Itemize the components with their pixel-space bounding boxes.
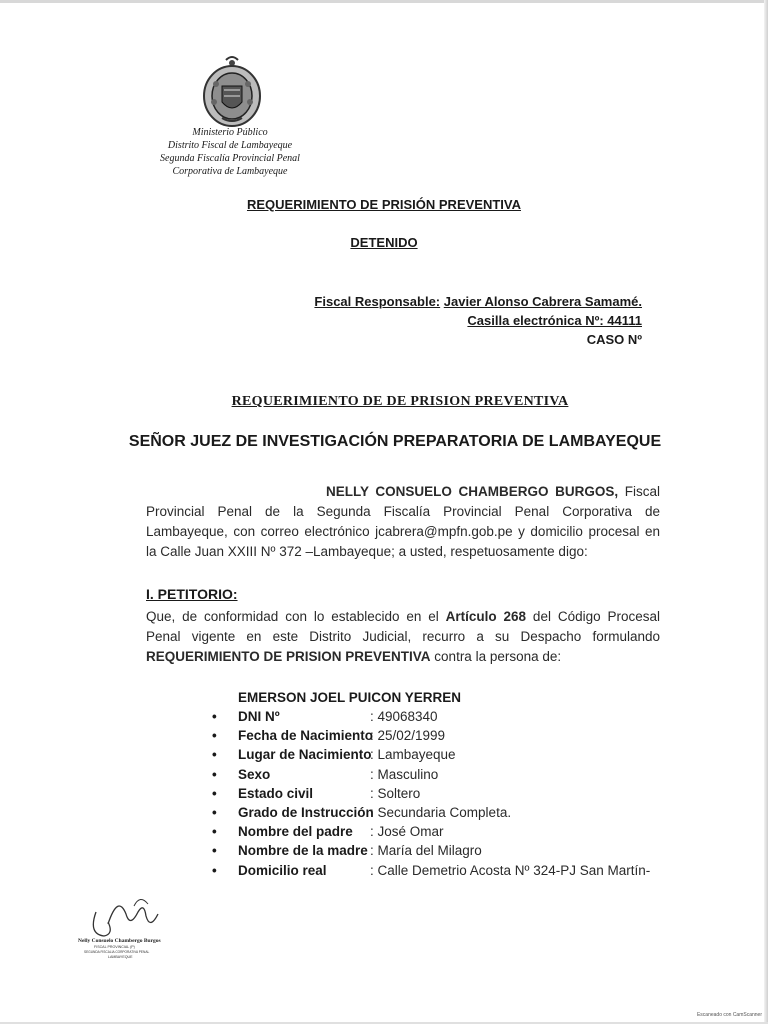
bullet-icon: • xyxy=(212,747,217,763)
office-name: Segunda Fiscalía Provincial Penal xyxy=(160,153,300,164)
signature-stamp xyxy=(78,884,188,974)
petitorio-paragraph xyxy=(146,607,660,667)
scan-edge-right xyxy=(764,0,768,1024)
bullet-icon: • xyxy=(212,824,217,840)
list-item: • DNI Nº : 49068340 xyxy=(212,709,438,724)
requirement-ref: REQUERIMIENTO DE PRISION PREVENTIVA xyxy=(146,649,431,664)
scan-edge-top xyxy=(0,0,768,3)
district-name: Distrito Fiscal de Lambayeque xyxy=(167,140,293,151)
stamp-line-2: SEGUNDA FISCALIA CORPORATIVA PENAL xyxy=(84,950,150,954)
status-title: DETENIDO xyxy=(350,235,418,250)
institution-header xyxy=(130,126,330,178)
main-title: REQUERIMIENTO DE PRISIÓN PREVENTIVA xyxy=(246,197,521,212)
accused-data-list xyxy=(212,709,672,882)
bullet-icon: • xyxy=(212,843,217,859)
petitorio-text-3: contra la persona de: xyxy=(430,649,562,664)
fiscal-label: Fiscal Responsable: xyxy=(314,294,441,309)
bullet-icon: • xyxy=(212,728,217,744)
bullet-icon: • xyxy=(212,804,217,820)
list-item: • Fecha de Nacimiento : 25/02/1999 xyxy=(212,728,446,744)
addressee-title: SEÑOR JUEZ DE INVESTIGACIÓN PREPARATORIA DE LAMBAYEQUE xyxy=(128,433,662,450)
list-item: • Sexo : Masculino xyxy=(212,766,439,782)
coat-of-arms-seal-icon xyxy=(200,54,264,128)
intro-text: Fiscal Provincial Penal de la Segunda Fiscalía Provincial Penal Corporativa de Lambayeque, con correo electrónico jcabrera@mpfn.gob.pe y domicilio procesal en la Calle Juan XXIII Nº 372 –Lambayeque; a usted, respetuosamente digo: xyxy=(146,484,660,559)
petitorio-heading: I. PETITORIO: xyxy=(146,586,238,602)
list-item: • Domicilio real : Calle Demetrio Acosta Nº 324-PJ San Martín- xyxy=(212,862,651,878)
intro-paragraph xyxy=(146,482,660,562)
document-title: REQUERIMIENTO DE DE PRISION PREVENTIVA xyxy=(231,394,569,409)
bullet-icon: • xyxy=(212,862,217,878)
accused-name: EMERSON JOEL PUICON YERREN xyxy=(238,690,462,705)
stamp-line-1: FISCAL PROVINCIAL (P) xyxy=(94,945,135,949)
fiscal-name: Javier Alonso Cabrera Samamé. xyxy=(443,294,642,309)
list-item: • Lugar de Nacimiento : Lambayeque xyxy=(212,747,456,763)
bullet-icon: • xyxy=(212,766,217,782)
article-ref: Artículo 268 xyxy=(445,609,527,624)
bullet-icon: • xyxy=(212,709,217,724)
stamp-line-3: LAMBAYEQUE xyxy=(108,955,133,959)
list-item: • Estado civil : Soltero xyxy=(212,785,421,801)
institution-name: Ministerio Público xyxy=(192,127,268,138)
fiscal-responsible-line xyxy=(314,294,642,309)
caso-label: CASO Nº xyxy=(586,332,642,347)
fiscal-full-name: NELLY CONSUELO CHAMBERGO BURGOS, xyxy=(326,484,619,499)
list-item: • Nombre del padre : José Omar xyxy=(212,824,444,840)
casilla-line xyxy=(467,313,642,328)
scanner-note: Escaneado con CamScanner xyxy=(696,1012,762,1018)
stamp-name: Nelly Consuelo Chambergo Burgos xyxy=(78,938,161,944)
petitorio-text-1: Que, de conformidad con lo establecido en el xyxy=(146,609,446,624)
bullet-icon: • xyxy=(212,785,217,801)
petitorio-text-2: del Código Procesal Penal vigente en este Distrito Judicial, recurro a su Despacho formulando xyxy=(146,609,660,644)
list-item: • Grado de Instrucción : Secundaria Completa. xyxy=(212,804,512,820)
office-subname: Corporativa de Lambayeque xyxy=(172,166,288,177)
caso-line xyxy=(587,332,642,347)
list-item: • Nombre de la madre : María del Milagro xyxy=(212,843,482,859)
casilla-label: Casilla electrónica Nº: 44111 xyxy=(467,313,642,328)
